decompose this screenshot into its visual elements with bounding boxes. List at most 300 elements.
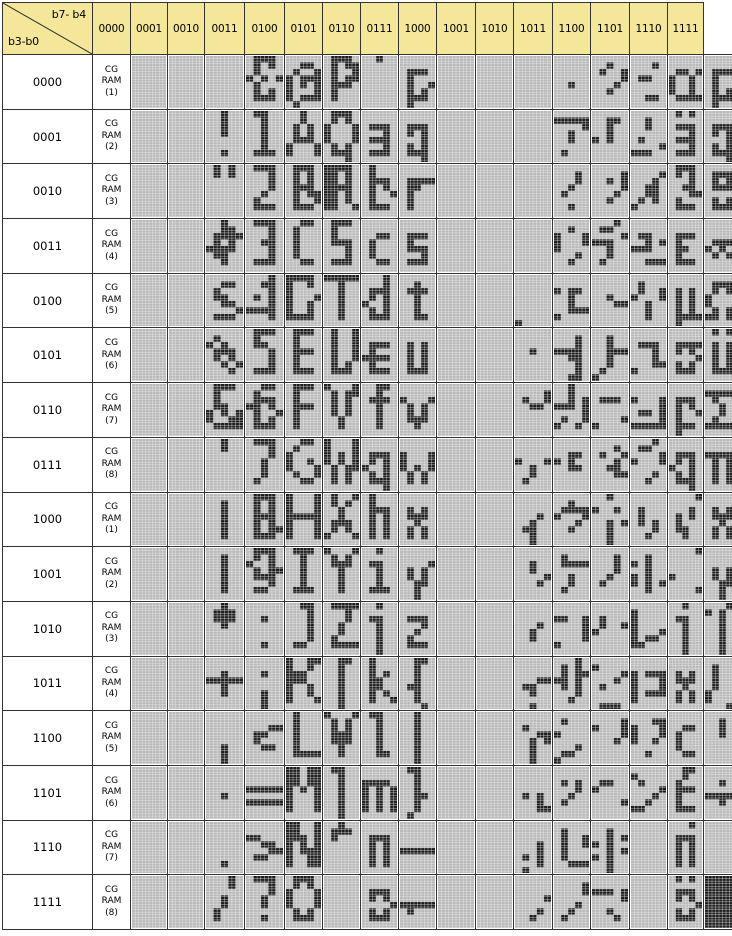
glyph-cell <box>437 492 476 547</box>
dot-matrix-glyph <box>554 767 589 819</box>
cgram-idx-text: (3) <box>105 196 118 207</box>
dot-matrix-glyph <box>592 712 628 764</box>
dot-matrix-glyph <box>206 220 243 272</box>
dot-matrix-glyph <box>438 275 474 327</box>
dot-matrix-glyph <box>324 439 359 491</box>
column-header: 0000 <box>93 3 131 55</box>
dot-matrix-glyph <box>554 494 589 546</box>
row-code-label: 0110 <box>3 383 93 438</box>
dot-matrix-glyph <box>477 658 512 710</box>
row-code-label: 1111 <box>3 875 93 930</box>
dot-matrix-glyph <box>362 220 397 272</box>
cgram-cg-text: CG <box>104 173 119 184</box>
dot-matrix-glyph <box>477 165 512 217</box>
glyph-cell <box>476 164 514 219</box>
dot-matrix-glyph <box>669 111 702 163</box>
cgram-cg-text: CG <box>104 830 119 841</box>
glyph-cell <box>131 164 168 219</box>
dot-matrix-glyph <box>400 876 435 928</box>
glyph-cell <box>168 219 205 274</box>
dot-matrix-glyph <box>669 220 702 272</box>
dot-matrix-glyph <box>132 876 166 928</box>
glyph-cell <box>514 601 553 656</box>
dot-matrix-glyph <box>592 494 628 546</box>
dot-matrix-glyph <box>477 603 512 655</box>
dot-matrix-glyph <box>669 822 702 874</box>
cgram-idx-text: (1) <box>105 87 118 98</box>
glyph-cell <box>437 711 476 766</box>
glyph-cell <box>514 875 553 930</box>
dot-matrix-glyph <box>400 767 435 819</box>
glyph-cell <box>399 273 437 328</box>
dot-matrix-glyph <box>669 56 702 108</box>
column-header: 0111 <box>361 3 399 55</box>
glyph-cell <box>399 765 437 820</box>
column-header: 1110 <box>630 3 668 55</box>
cgram-idx-text: (2) <box>105 579 118 590</box>
dot-matrix-glyph <box>324 603 359 655</box>
glyph-cell <box>591 492 630 547</box>
dot-matrix-glyph <box>515 767 551 819</box>
glyph-cell <box>668 383 704 438</box>
dot-matrix-glyph <box>362 165 397 217</box>
cgram-idx-text: (7) <box>105 853 118 864</box>
cgram-idx-text: (5) <box>105 743 118 754</box>
glyph-cell <box>323 383 361 438</box>
dot-matrix-glyph <box>438 220 474 272</box>
table-row <box>3 219 732 274</box>
glyph-cell <box>168 383 205 438</box>
dot-matrix-glyph <box>246 767 283 819</box>
dot-matrix-glyph <box>286 329 321 381</box>
cgram-ram-text: RAM <box>101 76 122 87</box>
dot-matrix-glyph <box>438 603 474 655</box>
dot-matrix-glyph <box>324 876 359 928</box>
glyph-cell <box>168 601 205 656</box>
dot-matrix-glyph <box>400 712 435 764</box>
dot-matrix-glyph <box>477 548 512 600</box>
dot-matrix-glyph <box>206 658 243 710</box>
glyph-cell <box>630 109 668 164</box>
glyph-cell <box>399 383 437 438</box>
dot-matrix-glyph <box>705 220 732 272</box>
glyph-cell <box>245 492 285 547</box>
glyph-cell <box>476 875 514 930</box>
dot-matrix-glyph <box>246 384 283 436</box>
dot-matrix-glyph <box>286 658 321 710</box>
cgram-cell <box>93 711 131 766</box>
glyph-cell <box>437 601 476 656</box>
glyph-cell <box>168 273 205 328</box>
cgram-cell <box>93 383 131 438</box>
glyph-cell <box>245 219 285 274</box>
glyph-cell <box>168 711 205 766</box>
character-code-table <box>2 2 732 930</box>
glyph-cell <box>245 875 285 930</box>
glyph-cell <box>168 765 205 820</box>
glyph-cell <box>591 383 630 438</box>
glyph-cell <box>245 273 285 328</box>
glyph-cell <box>704 328 732 383</box>
dot-matrix-glyph <box>246 548 283 600</box>
dot-matrix-glyph <box>477 876 512 928</box>
dot-matrix-glyph <box>286 822 321 874</box>
glyph-cell <box>323 55 361 110</box>
dot-matrix-glyph <box>515 712 551 764</box>
dot-matrix-glyph <box>206 275 243 327</box>
cgram-cell <box>93 55 131 110</box>
glyph-cell <box>168 820 205 875</box>
dot-matrix-glyph <box>631 384 666 436</box>
table-row <box>3 820 732 875</box>
dot-matrix-glyph <box>324 767 359 819</box>
glyph-cell <box>476 711 514 766</box>
glyph-cell <box>285 820 323 875</box>
dot-matrix-glyph <box>400 329 435 381</box>
glyph-cell <box>245 656 285 711</box>
dot-matrix-glyph <box>400 384 435 436</box>
dot-matrix-glyph <box>705 876 732 928</box>
glyph-cell <box>591 765 630 820</box>
glyph-cell <box>399 875 437 930</box>
dot-matrix-glyph <box>515 111 551 163</box>
dot-matrix-glyph <box>362 603 397 655</box>
glyph-cell <box>591 273 630 328</box>
dot-matrix-glyph <box>132 220 166 272</box>
dot-matrix-glyph <box>400 275 435 327</box>
glyph-cell <box>323 273 361 328</box>
cgram-cg-text: CG <box>104 392 119 403</box>
dot-matrix-glyph <box>438 548 474 600</box>
glyph-cell <box>205 765 245 820</box>
glyph-cell <box>476 765 514 820</box>
column-header: 0100 <box>245 3 285 55</box>
glyph-cell <box>168 437 205 492</box>
dot-matrix-glyph <box>515 494 551 546</box>
dot-matrix-glyph <box>324 822 359 874</box>
cgram-ram-text: RAM <box>101 130 122 141</box>
glyph-cell <box>476 601 514 656</box>
glyph-cell <box>704 820 732 875</box>
dot-matrix-glyph <box>362 712 397 764</box>
dot-matrix-glyph <box>206 548 243 600</box>
dot-matrix-glyph <box>132 494 166 546</box>
glyph-cell <box>668 601 704 656</box>
dot-matrix-glyph <box>132 603 166 655</box>
dot-matrix-glyph <box>169 165 203 217</box>
glyph-cell <box>514 656 553 711</box>
glyph-cell <box>514 55 553 110</box>
glyph-cell <box>514 164 553 219</box>
dot-matrix-glyph <box>438 111 474 163</box>
dot-matrix-glyph <box>286 548 321 600</box>
dot-matrix-glyph <box>631 603 666 655</box>
dot-matrix-glyph <box>169 329 203 381</box>
glyph-cell <box>553 547 591 602</box>
glyph-cell <box>476 328 514 383</box>
cgram-ram-text: RAM <box>101 185 122 196</box>
dot-matrix-glyph <box>669 275 702 327</box>
dot-matrix-glyph <box>631 767 666 819</box>
row-code-label: 0000 <box>3 55 93 110</box>
cgram-idx-text: (6) <box>105 361 118 372</box>
dot-matrix-glyph <box>592 56 628 108</box>
low-bits-label: b3-b0 <box>8 35 39 48</box>
dot-matrix-glyph <box>400 658 435 710</box>
column-header: 1111 <box>668 3 704 55</box>
dot-matrix-glyph <box>592 111 628 163</box>
dot-matrix-glyph <box>515 56 551 108</box>
glyph-cell <box>630 601 668 656</box>
high-bits-label: b7- b4 <box>51 8 86 21</box>
dot-matrix-glyph <box>631 439 666 491</box>
glyph-cell <box>476 547 514 602</box>
glyph-cell <box>131 383 168 438</box>
table-row <box>3 547 732 602</box>
dot-matrix-glyph <box>631 822 666 874</box>
cgram-cell <box>93 109 131 164</box>
glyph-cell <box>131 656 168 711</box>
dot-matrix-glyph <box>324 111 359 163</box>
dot-matrix-glyph <box>286 220 321 272</box>
glyph-cell <box>630 273 668 328</box>
table-row <box>3 164 732 219</box>
cgram-cg-text: CG <box>104 611 119 622</box>
glyph-cell <box>361 273 399 328</box>
dot-matrix-glyph <box>286 275 321 327</box>
glyph-cell <box>245 437 285 492</box>
dot-matrix-glyph <box>324 220 359 272</box>
glyph-cell <box>361 711 399 766</box>
glyph-cell <box>553 383 591 438</box>
dot-matrix-glyph <box>286 603 321 655</box>
glyph-cell <box>437 164 476 219</box>
dot-matrix-glyph <box>592 165 628 217</box>
glyph-cell <box>168 492 205 547</box>
glyph-cell <box>630 55 668 110</box>
glyph-cell <box>476 437 514 492</box>
dot-matrix-glyph <box>324 56 359 108</box>
column-header: 1010 <box>476 3 514 55</box>
glyph-cell <box>704 437 732 492</box>
column-header: 0110 <box>323 3 361 55</box>
table-row <box>3 437 732 492</box>
cgram-cg-text: CG <box>104 666 119 677</box>
cgram-cg-text: CG <box>104 283 119 294</box>
glyph-cell <box>399 547 437 602</box>
cgram-cg-text: CG <box>104 502 119 513</box>
cgram-cg-text: CG <box>104 447 119 458</box>
glyph-cell <box>131 765 168 820</box>
glyph-cell <box>591 820 630 875</box>
glyph-cell <box>553 765 591 820</box>
glyph-cell <box>361 820 399 875</box>
glyph-cell <box>704 601 732 656</box>
dot-matrix-glyph <box>515 329 551 381</box>
glyph-cell <box>437 547 476 602</box>
glyph-cell <box>168 328 205 383</box>
cgram-cg-text: CG <box>104 556 119 567</box>
glyph-cell <box>437 820 476 875</box>
glyph-cell <box>476 55 514 110</box>
glyph-cell <box>245 765 285 820</box>
dot-matrix-glyph <box>438 56 474 108</box>
cgram-ram-text: RAM <box>101 787 122 798</box>
dot-matrix-glyph <box>132 111 166 163</box>
glyph-cell <box>514 765 553 820</box>
glyph-cell <box>245 820 285 875</box>
cgram-ram-text: RAM <box>101 240 122 251</box>
glyph-cell <box>205 820 245 875</box>
dot-matrix-glyph <box>132 329 166 381</box>
dot-matrix-glyph <box>631 494 666 546</box>
glyph-cell <box>323 547 361 602</box>
glyph-cell <box>514 547 553 602</box>
dot-matrix-glyph <box>362 876 397 928</box>
dot-matrix-glyph <box>592 876 628 928</box>
dot-matrix-glyph <box>169 439 203 491</box>
glyph-cell <box>399 601 437 656</box>
dot-matrix-glyph <box>362 111 397 163</box>
glyph-cell <box>399 219 437 274</box>
glyph-cell <box>591 109 630 164</box>
glyph-cell <box>630 328 668 383</box>
glyph-cell <box>514 383 553 438</box>
row-code-label: 0100 <box>3 273 93 328</box>
glyph-cell <box>323 219 361 274</box>
dot-matrix-glyph <box>669 165 702 217</box>
row-code-label: 0111 <box>3 437 93 492</box>
cgram-cg-text: CG <box>104 775 119 786</box>
glyph-cell <box>361 765 399 820</box>
cgram-cell <box>93 219 131 274</box>
glyph-cell <box>476 492 514 547</box>
cgram-idx-text: (8) <box>105 907 118 918</box>
dot-matrix-glyph <box>554 329 589 381</box>
dot-matrix-glyph <box>554 876 589 928</box>
dot-matrix-glyph <box>515 822 551 874</box>
glyph-cell <box>361 219 399 274</box>
glyph-cell <box>131 820 168 875</box>
glyph-cell <box>437 273 476 328</box>
glyph-cell <box>514 109 553 164</box>
glyph-cell <box>437 765 476 820</box>
glyph-cell <box>668 875 704 930</box>
glyph-cell <box>668 547 704 602</box>
row-code-label: 0010 <box>3 164 93 219</box>
row-code-label: 0011 <box>3 219 93 274</box>
glyph-cell <box>205 328 245 383</box>
glyph-cell <box>361 601 399 656</box>
dot-matrix-glyph <box>705 712 732 764</box>
glyph-cell <box>131 601 168 656</box>
dot-matrix-glyph <box>362 548 397 600</box>
dot-matrix-glyph <box>631 220 666 272</box>
column-header: 1000 <box>399 3 437 55</box>
glyph-cell <box>361 109 399 164</box>
dot-matrix-glyph <box>206 494 243 546</box>
glyph-cell <box>285 547 323 602</box>
dot-matrix-glyph <box>631 56 666 108</box>
dot-matrix-glyph <box>324 165 359 217</box>
glyph-cell <box>514 273 553 328</box>
table-row <box>3 55 732 110</box>
glyph-cell <box>323 437 361 492</box>
dot-matrix-glyph <box>400 494 435 546</box>
glyph-cell <box>285 437 323 492</box>
glyph-cell <box>168 656 205 711</box>
dot-matrix-glyph <box>169 767 203 819</box>
glyph-cell <box>553 109 591 164</box>
dot-matrix-glyph <box>705 384 732 436</box>
cgram-ram-text: RAM <box>101 513 122 524</box>
dot-matrix-glyph <box>400 548 435 600</box>
glyph-cell <box>591 547 630 602</box>
cgram-cell <box>93 820 131 875</box>
cgram-idx-text: (4) <box>105 689 118 700</box>
dot-matrix-glyph <box>132 56 166 108</box>
glyph-cell <box>285 711 323 766</box>
dot-matrix-glyph <box>592 548 628 600</box>
dot-matrix-glyph <box>438 329 474 381</box>
dot-matrix-glyph <box>400 165 435 217</box>
dot-matrix-glyph <box>515 384 551 436</box>
column-header: 0101 <box>285 3 323 55</box>
glyph-cell <box>668 437 704 492</box>
glyph-cell <box>205 656 245 711</box>
row-code-label: 1011 <box>3 656 93 711</box>
cgram-ram-text: RAM <box>101 349 122 360</box>
dot-matrix-glyph <box>554 56 589 108</box>
dot-matrix-glyph <box>206 767 243 819</box>
cgram-cell <box>93 328 131 383</box>
dot-matrix-glyph <box>206 712 243 764</box>
glyph-cell <box>285 875 323 930</box>
glyph-cell <box>668 492 704 547</box>
dot-matrix-glyph <box>477 494 512 546</box>
glyph-cell <box>437 875 476 930</box>
glyph-cell <box>704 547 732 602</box>
glyph-cell <box>323 109 361 164</box>
table-row <box>3 492 732 547</box>
glyph-cell <box>205 601 245 656</box>
dot-matrix-glyph <box>438 384 474 436</box>
dot-matrix-glyph <box>438 165 474 217</box>
row-code-label: 0101 <box>3 328 93 383</box>
dot-matrix-glyph <box>206 56 243 108</box>
row-code-label: 0001 <box>3 109 93 164</box>
cgram-cell <box>93 656 131 711</box>
dot-matrix-glyph <box>169 220 203 272</box>
dot-matrix-glyph <box>206 384 243 436</box>
dot-matrix-glyph <box>400 220 435 272</box>
dot-matrix-glyph <box>246 275 283 327</box>
dot-matrix-glyph <box>705 603 732 655</box>
dot-matrix-glyph <box>669 384 702 436</box>
dot-matrix-glyph <box>206 603 243 655</box>
glyph-cell <box>285 55 323 110</box>
dot-matrix-glyph <box>669 767 702 819</box>
glyph-cell <box>399 437 437 492</box>
table-row <box>3 875 732 930</box>
row-code-label: 1001 <box>3 547 93 602</box>
dot-matrix-glyph <box>554 439 589 491</box>
glyph-cell <box>245 711 285 766</box>
dot-matrix-glyph <box>169 111 203 163</box>
glyph-cell <box>245 547 285 602</box>
dot-matrix-glyph <box>169 275 203 327</box>
glyph-cell <box>361 875 399 930</box>
